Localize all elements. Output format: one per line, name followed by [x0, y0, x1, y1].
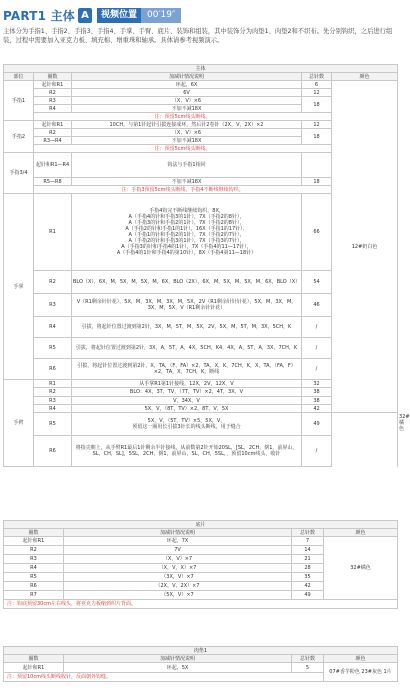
- round-cell: R7: [4, 591, 64, 600]
- round-cell: R5: [4, 573, 64, 582]
- stitch-count-cell: 42: [302, 405, 332, 413]
- stitch-count-cell: /: [302, 359, 332, 380]
- stitch-count-cell: 38: [302, 388, 332, 397]
- round-cell: R5: [34, 413, 72, 436]
- col-header: 圈数: [34, 73, 72, 81]
- note-cell: 注：预留10cm线头断线收针，反面朝外钩缝。: [4, 673, 324, 682]
- note-cell: 注：手指3预留5cm线头断线，手指4不断线继续钩织。: [34, 186, 332, 194]
- color-cell: 32#橘色: [324, 537, 398, 600]
- col-header: 颜色: [324, 529, 398, 537]
- stitch-count-cell: 18: [302, 97, 332, 113]
- instruction-cell: 环起，7X: [64, 537, 292, 546]
- part-cell: 手指2: [4, 121, 34, 153]
- round-cell: 起针和R1—R4: [34, 153, 72, 178]
- col-header: 总针数: [292, 529, 324, 537]
- instruction-cell: （X，V，X）×7: [64, 564, 292, 573]
- round-cell: R3: [4, 555, 64, 564]
- instruction-cell: （5X，V）×7: [64, 591, 292, 600]
- stitch-count-cell: 32: [302, 380, 332, 388]
- round-cell: 起针和R1: [34, 121, 72, 129]
- instruction-cell: 不加不减18X: [72, 137, 302, 145]
- instruction-cell: （2X，V，2X）×7: [64, 582, 292, 591]
- instruction-cell: （X，V）×6: [72, 129, 302, 137]
- instruction-cell: （X，V）×6: [72, 97, 302, 105]
- round-cell: R6: [4, 582, 64, 591]
- video-time: 00′19″: [141, 8, 181, 23]
- part-cell: 手掌: [4, 194, 34, 380]
- instruction-cell: V（R1剩余针针花），5X，M，3X，M，3X，M，5X，2V（R1剩余针针针花），5X，M，3X，M，3X，M，5X，V（R1剩余针针花）: [72, 294, 302, 317]
- stitch-count-cell: [302, 153, 332, 178]
- stitch-count-cell: 14: [292, 546, 324, 555]
- section-header: [3, 6, 181, 24]
- instruction-cell: 手指4钩完不断线继续钩织，8X， A（手指4的针和手指3的1针），7X（手指2的8针）， A（手指3的针和手指2的1针），7X（手指2的8针）， A（手指2的针和手指1的1针），16X（手指1的17针）， A（手指1的针和手指2的1针），7X（手指2的7针）， A（手指2的针和手指3的1针），7X（手指3的7针）， A（手指3的针和手指4的1针），7X（手指4的11—17针）， A（手指4的1针和手指4的第10针），8X（手指4第11—18针）: [72, 194, 302, 271]
- instruction-cell: 6V: [72, 89, 302, 97]
- color-cell: 07#香芋粉色 23#灰色 1片: [324, 663, 398, 682]
- instruction-cell: 从手掌R1第1针接线，12X，2V，12X，V: [72, 380, 302, 388]
- col-header: 加减针情况说明: [72, 73, 302, 81]
- stitch-count-cell: 46: [302, 294, 332, 317]
- instruction-cell: 5X，V，（5T，TV）×5，5X，V， 预留这一圈用长引拔3针长的线头断线，用于缝合: [72, 413, 302, 436]
- round-cell: R5—R8: [34, 178, 72, 186]
- round-cell: R6: [34, 436, 72, 467]
- instruction-cell: 引拔，将起针位置过渡到第2针，3X，M，5T，M，5X，2V，5X，M，5T，M，3X，5CH，K: [72, 317, 302, 338]
- stitch-count-cell: 35: [292, 573, 324, 582]
- stitch-count-cell: 5: [292, 663, 324, 673]
- stitch-count-cell: 66: [302, 194, 332, 271]
- round-cell: R4: [34, 317, 72, 338]
- stitch-count-cell: 28: [292, 564, 324, 573]
- col-header: 圈数: [4, 529, 64, 537]
- part-badge: A: [78, 8, 92, 23]
- stitch-count-cell: /: [302, 338, 332, 359]
- instruction-cell: 环起，6X: [72, 81, 302, 89]
- col-header: 颜色: [332, 73, 398, 81]
- note-cell: 注：预留5cm线头断线。: [34, 145, 332, 153]
- round-cell: R4: [34, 105, 72, 113]
- round-cell: R5: [34, 338, 72, 359]
- round-cell: R3: [34, 97, 72, 105]
- col-header: 总针数: [302, 73, 332, 81]
- stitch-count-cell: 42: [292, 582, 324, 591]
- part-cell: 手指3/4: [4, 153, 34, 194]
- stitch-count-cell: 54: [302, 271, 332, 294]
- instruction-cell: 10CH，与第1针起针引拔连接成环，然后针2卷针（2X，V，2X）×2: [72, 121, 302, 129]
- main-body-table: 主体 部位 圈数 加减针情况说明 总针数 颜色 手指1 起针和R1 环起，6X 6 12#奶白色 R2 6V 12 R3 （X，V）×6 18 R4 不加不减18X 注：预留5cm线头断线。 手指2 起针和R1 10CH，与第1针起针引拔连接成环，然后针2卷针（2X，V，2X）×2 12 R2 （X，V）×6 18 R3—R4 不加不减18X 注：预留5cm线头断线。 手指3/4 起针和R1—R4 钩法与手指1相同 R5—R8 不加不减18X 18 注：手指3预留5cm线头断线，手指4不断线继续钩织。 手掌 R1 手指4钩完不断线继续钩织，8X， A（手指4的针和手指3的1针），7X（手指2的8针）， A（手指3的针和手指2的1针），7X（手指2的8针）， A（手指2的针和手指1的1针），16X（手指1的17针）， A（手指1的针和手指2的1针），7X（手指2的7针）， A（手指2的针和手指3的1针），7X（手指3的7针）， A（手指3的针和手指4的1针），7X（手指4的11—17针）， A（手指4的1针和手指4的第10针），8X（手指4第11—18针） 66 R2 BLO（X），6X，M，5X，M，5X，M，6X，BLO（2X），6X，M，5X，M，5X，M，6X，BLO（X） 54 R3 V（R1剩余针针花），5X，M，3X，M，3X，M，5X，2V（R1剩余针针针花），5X，M，3X，M，3X，M，5X，V（R1剩余针针花） 46 R4 引拔，将起针位置过渡到第2针，3X，M，5T，M，5X，2V，5X，M，5T，M，3X，5CH，K / R5 引拔，将起针位置过渡到第2针，3X，A，5T，A，4X，5CH，K4，4X，A，5T，A，3X，7CH，K / R6 引拔，将起针位置过渡到第2针，X，TA，（F，FA）×2，TA，X，K，7CH，K，X，TA，（FA，F）×2，TA，X，7CH，K，断线 / 手臂 R1 从手掌R1第1针接线，12X，2V，12X，V 32 32#橘色 R2 BLO：4X，3T，TV，（7T，TV）×2，4T，3X，V 38 R3 V，34X，V 38 R4 5X，V，（8T，TV）×2，8T，V，5X 42 R5 5X，V，（5T，TV）×5，5X，V， 预留这一圈用长引拔3针长的线头断线，用于缝合 49 R6 将指尖朝上，从手臂R1最后1针剩余半针接线，从前数第2针开始20SL，[SL，2CH，倒1，前屏山，SL，CH，SL]，5SL，2CH，倒1，前屏山，SL，CH，5SL，，预留10cm线头，收针 /: [3, 64, 398, 467]
- col-header: 部位: [4, 73, 34, 81]
- instruction-cell: 钩法与手指1相同: [72, 153, 302, 178]
- video-position-tag: [97, 8, 181, 23]
- base-piece-table: [3, 520, 398, 609]
- table-section-title: 主体: [4, 65, 398, 73]
- round-cell: R2: [34, 129, 72, 137]
- round-cell: R2: [34, 89, 72, 97]
- part-cell: 手臂: [4, 380, 34, 467]
- instruction-cell: BLO：4X，3T，TV，（7T，TV）×2，4T，3X，V: [72, 388, 302, 397]
- round-cell: R2: [4, 546, 64, 555]
- stitch-count-cell: 12: [302, 89, 332, 97]
- intro-text: 主体分为手指1、手指2、手指3、手指4、手掌、手臂、底片、装饰和组装，其中装饰分为肉垫1、肉垫2和不织布。先分别钩织，之后进行组装，过程中需要加入亚克力板、填充棉、增重珠和轴承。具体请参考视频演示。: [3, 28, 393, 45]
- instruction-cell: 7V: [64, 546, 292, 555]
- paw-pad-table: [3, 646, 398, 682]
- stitch-count-cell: 7: [292, 537, 324, 546]
- col-header: 圈数: [4, 655, 64, 663]
- round-cell: 起针和R1: [4, 663, 64, 673]
- instruction-cell: 5X，V，（8T，TV）×2，8T，V，5X: [72, 405, 302, 413]
- part-cell: 手指1: [4, 81, 34, 121]
- round-cell: R4: [4, 564, 64, 573]
- instruction-cell: BLO（X），6X，M，5X，M，5X，M，6X，BLO（2X），6X，M，5X，M，5X，M，6X，BLO（X）: [72, 271, 302, 294]
- part-title: PART1 主体: [3, 8, 75, 23]
- note-cell: 注：预留5cm线头断线。: [34, 113, 332, 121]
- table-section-title: 肉垫1: [4, 647, 398, 655]
- col-header: 颜色: [324, 655, 398, 663]
- round-cell: 起针和R1: [4, 537, 64, 546]
- col-header: 加减针情况说明: [64, 655, 292, 663]
- color-cell: 12#奶白色: [332, 81, 398, 413]
- instruction-cell: 不加不减18X: [72, 178, 302, 186]
- instruction-cell: 环起，5X: [64, 663, 292, 673]
- col-header: 加减针情况说明: [64, 529, 292, 537]
- round-cell: R3: [34, 397, 72, 405]
- stitch-count-cell: /: [302, 317, 332, 338]
- round-cell: R1: [34, 194, 72, 271]
- round-cell: R6: [34, 359, 72, 380]
- instruction-cell: （X，V）×7: [64, 555, 292, 564]
- stitch-count-cell: 38: [302, 397, 332, 405]
- stitch-count-cell: 6: [302, 81, 332, 89]
- round-cell: R2: [34, 388, 72, 397]
- stitch-count-cell: 49: [302, 413, 332, 436]
- round-cell: R2: [34, 271, 72, 294]
- stitch-count-cell: 18: [302, 178, 332, 186]
- round-cell: 起针和R1: [34, 81, 72, 89]
- stitch-count-cell: 18: [302, 129, 332, 145]
- round-cell: R3—R4: [34, 137, 72, 145]
- stitch-count-cell: 12: [302, 121, 332, 129]
- round-cell: R1: [34, 380, 72, 388]
- instruction-cell: 引拔，将起针位置过渡到第2针，3X，A，5T，A，4X，5CH，K4，4X，A，5T，A，3X，7CH，K: [72, 338, 302, 359]
- video-label: 视频位置: [97, 8, 141, 23]
- stitch-count-cell: 49: [292, 591, 324, 600]
- instruction-cell: 引拔，将起针位置过渡到第2针，X，TA，（F，FA）×2，TA，X，K，7CH，K，X，TA，（FA，F）×2，TA，X，7CH，K，断线: [72, 359, 302, 380]
- round-cell: R3: [34, 294, 72, 317]
- instruction-cell: V，34X，V: [72, 397, 302, 405]
- instruction-cell: 不加不减18X: [72, 105, 302, 113]
- round-cell: R4: [34, 405, 72, 413]
- stitch-count-cell: 21: [292, 555, 324, 564]
- col-header: 总针数: [292, 655, 324, 663]
- table-section-title: 底片: [4, 521, 398, 529]
- stitch-count-cell: /: [302, 436, 332, 467]
- note-cell: 注：钩底预留30cm左右线头，将亚克力板缩到织片背面。: [4, 600, 398, 609]
- instruction-cell: 将指尖朝上，从手臂R1最后1针剩余半针接线，从前数第2针开始20SL，[SL，2CH，倒1，前屏山，SL，CH，SL]，5SL，2CH，倒1，前屏山，SL，CH，5SL，，预留10cm线头，收针: [72, 436, 302, 467]
- instruction-cell: （3X，V）×7: [64, 573, 292, 582]
